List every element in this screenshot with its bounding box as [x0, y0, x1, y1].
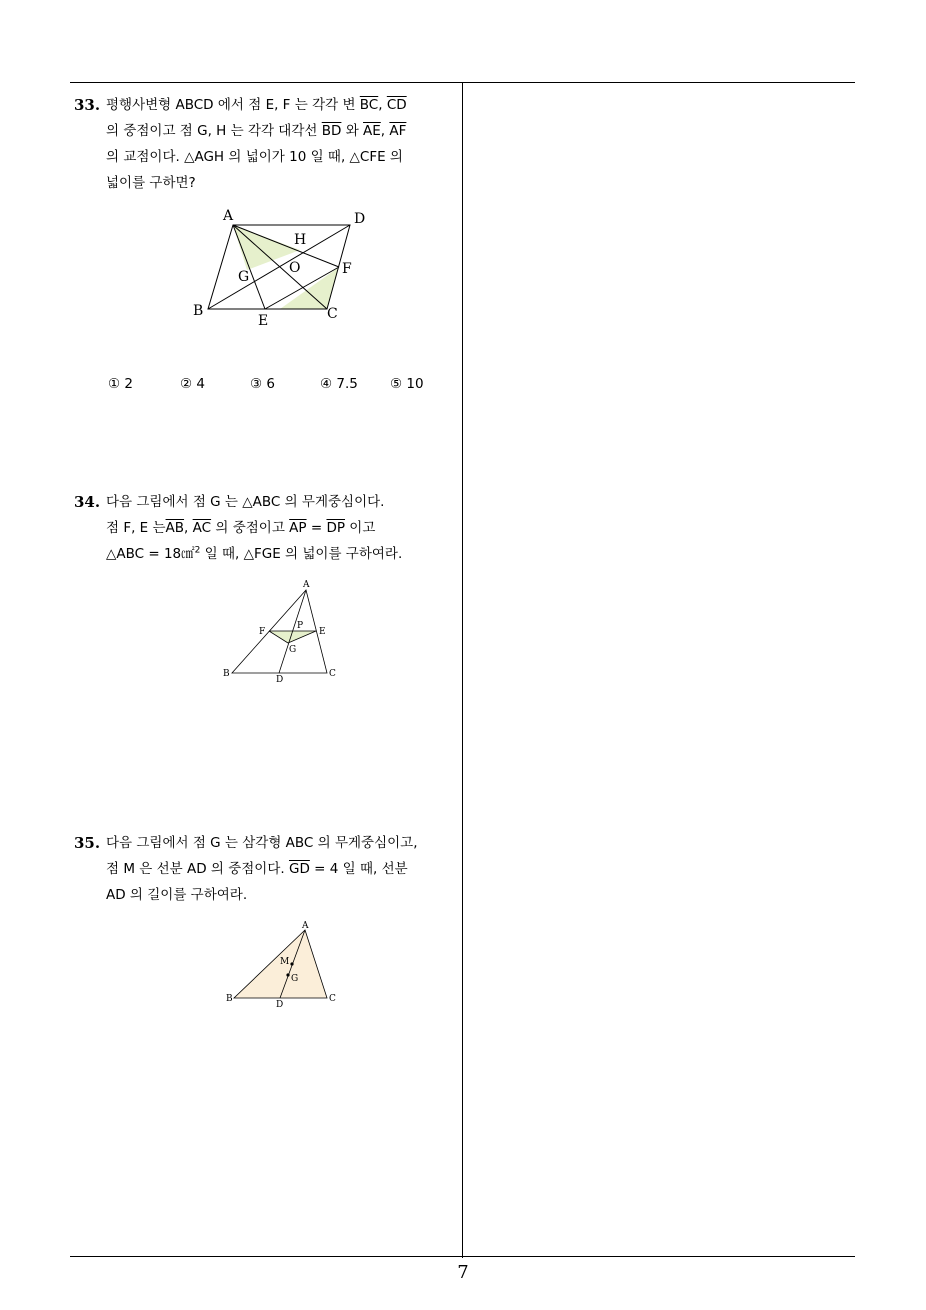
label-c: C	[329, 669, 336, 679]
label-a: A	[302, 921, 309, 931]
figure-triangle-35	[220, 918, 340, 1010]
page-number: 7	[457, 1262, 469, 1283]
point-g	[286, 973, 289, 976]
problem-line: 넓이를 구하면?	[106, 175, 196, 191]
label-b: B	[223, 669, 230, 679]
problem-line: 다음 그림에서 점 G 는 △ABC 의 무게중심이다.	[106, 494, 385, 510]
figure-parallelogram	[180, 200, 380, 330]
label-a: A	[223, 208, 234, 224]
label-o: O	[289, 260, 301, 276]
problem-line: AD 의 길이를 구하여라.	[106, 887, 248, 903]
problem-line: 점 M 은 선분 AD 의 중점이다. $\overline{GD} = 4$ 일 때, 선분	[106, 861, 408, 877]
label-b: B	[193, 303, 204, 319]
label-a: A	[303, 580, 310, 590]
problem-line: 점 F, E 는$\overline{AB}$, $\overline{AC}$ 의 중점이고 $\overline{AP} = \overline{DP}$ 이고	[106, 520, 376, 536]
choice-1[interactable]: ① 2	[108, 376, 133, 392]
choice-4[interactable]: ④ 7.5	[320, 376, 358, 392]
problem-number: 33.	[74, 96, 101, 114]
problem-line: 다음 그림에서 점 G 는 삼각형 ABC 의 무게중심이고,	[106, 835, 418, 851]
label-g: G	[238, 269, 250, 285]
label-f: F	[342, 261, 352, 277]
label-p: P	[297, 621, 304, 631]
problem-line: 의 중점이고 점 G, H 는 각각 대각선 $\overline{BD}$ 와 $\overline{AE}$, $\overline{AF}$	[106, 123, 407, 139]
choice-3[interactable]: ③ 6	[250, 376, 275, 392]
label-e: E	[258, 313, 269, 329]
label-d: D	[276, 1000, 284, 1010]
label-f: F	[259, 627, 266, 637]
problem-35	[74, 830, 458, 920]
point-m	[290, 962, 293, 965]
problem-line: △ABC = 18㎠$^2$ 일 때, △FGE 의 넓이를 구하여라.	[106, 545, 403, 562]
column-divider	[462, 82, 463, 1258]
bottom-rule	[70, 1256, 855, 1257]
label-e: E	[319, 627, 326, 637]
problem-line: 평행사변형 ABCD 에서 점 E, F 는 각각 변 $\overline{BC}$, $\overline{CD}$	[106, 97, 407, 113]
problem-number: 35.	[74, 834, 101, 852]
label-g: G	[291, 974, 299, 984]
label-c: C	[329, 994, 336, 1004]
figure-triangle-34	[220, 578, 340, 684]
label-g: G	[289, 645, 297, 655]
label-d: D	[354, 211, 366, 227]
choice-5[interactable]: ⑤ 10	[390, 376, 424, 392]
label-h: H	[294, 232, 307, 248]
label-b: B	[226, 994, 233, 1004]
label-m: M	[280, 957, 290, 967]
label-d: D	[276, 675, 284, 685]
choice-2[interactable]: ② 4	[180, 376, 205, 392]
problem-34	[74, 489, 458, 579]
label-c: C	[327, 306, 338, 322]
problem-number: 34.	[74, 493, 101, 511]
problem-line: 의 교점이다. △AGH 의 넓이가 10 일 때, △CFE 의	[106, 149, 403, 165]
